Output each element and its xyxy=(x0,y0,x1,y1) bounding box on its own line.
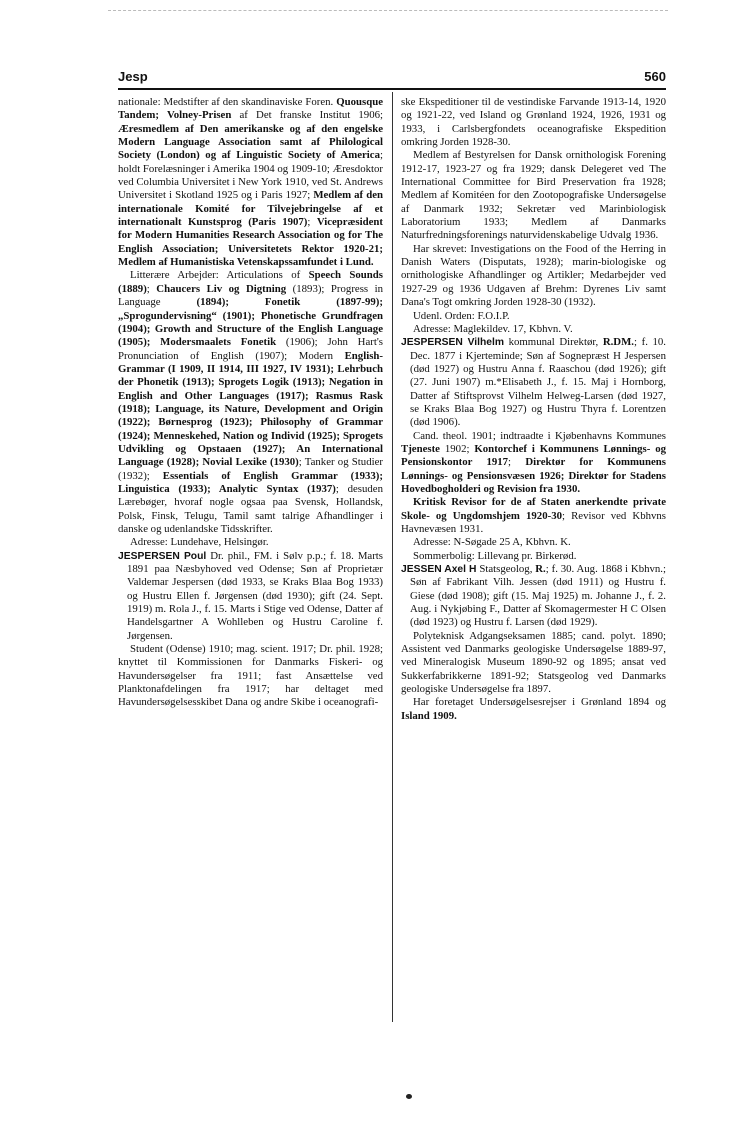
text-run: ; Revisor ved Kbhvns Havnevæsen 1931. xyxy=(401,509,666,535)
bold-text-run: R.DM. xyxy=(602,336,634,349)
bold-text-run: Island 1909. xyxy=(401,709,457,722)
paragraph-writings xyxy=(401,243,666,310)
bold-text-run: (1894); Fonetik (1897-99); „Sprogundervisning“ (1901); Phonetische Grundfragen (1904); Growth and Structure of the English Language (1905); Modersmaalets Fonetik xyxy=(118,296,383,349)
text-run: Har foretaget Undersøgelsesrejser i Grønland 1894 og xyxy=(413,696,666,709)
bold-text-run: Vicepræsident for Modern Humanities Research Association og for The English Association; Universitetets Rektor 1920-21; Medlem af Humanistiska Vetenskapssamfundet i Lund. xyxy=(118,216,383,269)
right-column xyxy=(401,96,666,723)
bold-text-run: Quousque Tandem; Volney-Prisen xyxy=(118,96,383,122)
entry-jessen-axel xyxy=(401,563,666,630)
paragraph-career xyxy=(118,643,383,710)
text-run: ; desuden Lærebøger, hvoraf nogle ogsaa paa Svensk, Hollandsk, Polsk, Finsk, Telugu, Tamil samt talrige Afhandlinger i danske og udenlandske Tidsskrifter. xyxy=(118,482,383,535)
bold-text-run: Medlem af den internationale Komité for Tilvejebringelse af et internationalt Kunstsprog (Paris 1907) xyxy=(118,189,383,229)
text-run: ; f. 30. Aug. 1868 i Kbhvn.; Søn af Fabrikant Vilh. Jessen (død 1911) og Hustru f. Giese (død 1908); gift (15. Maj 1925) m. Johanne J., f. 2. Aug. i Nykjøbing F., Datter af Skomagermester H C Olsen (død 1923) og Hustru f. Larsen (død 1929). xyxy=(410,563,666,629)
entry-name: JESSEN Axel H xyxy=(401,564,477,576)
text-run: (1906); John Hart's Pronunciation of English (1907); Modern xyxy=(118,336,383,362)
page-number: 560 xyxy=(644,69,666,84)
paragraph-honours xyxy=(118,96,383,269)
paragraph-literary-works xyxy=(118,269,383,536)
entry-jespersen-vilhelm xyxy=(401,336,666,429)
text-run: nationale: Medstifter af den skandinaviske Foren. xyxy=(118,96,337,108)
text-run: ; f. 10. Dec. 1877 i Kjerteminde; Søn af Sognepræst H Jespersen (død 1927) og Hustru Anna f. Raaschou (død 1926); gift (27. Juni 1907) m.*Elisabeth J., f. 15. Maj i Hornborg, Datter af Stiftsprovst Vilhelm Helweg-Larsen (død 1927, se Kraks Blaa Bog 1927) og Hustru Thyra f. Lorentzen (død 1906). xyxy=(410,336,666,429)
left-column xyxy=(118,96,383,710)
text-run: ; holdt Forelæsninger i Amerika 1904 og 1909-10; Æresdoktor ved Columbia Universitet i New York 1910, ved St. Andrews Universitet i Skotland 1925 og i Paris 1927; xyxy=(118,149,383,202)
text-run: Polyteknisk Adgangseksamen 1885; cand. polyt. 1890; Assistent ved Danmarks geologiske Undersøgelse 1889-97, ved Mineralogisk Museum 1890-92 og 1895; ansat ved Sukkerfabrikkerne 1891-92; Statsgeolog ved Danmarks geologiske Undersøgelse fra 1897. xyxy=(401,629,666,696)
header-rule xyxy=(118,88,666,90)
bold-text-run: R. xyxy=(535,563,546,576)
paragraph-address: Adresse: Maglekildev. 17, Kbhvn. V. xyxy=(413,322,573,335)
paragraph-address: Adresse: Lundehave, Helsingør. xyxy=(130,536,269,549)
top-edge-dashes xyxy=(108,10,668,11)
text-run: Cand. theol. 1901; indtraadte i Kjøbenhavns Kommunes xyxy=(413,429,666,442)
text-run: Sekretær ved Marinbiologisk Laboratorium 1933; Medlem af Danmarks Naturfredningsforenings naturvidenskabelige Udvalg 1936. xyxy=(401,202,666,242)
bold-text-run: Kritisk Revisor for de af Staten anerkendte private Skole- og Ungdomshjem 1920-30 xyxy=(401,496,666,522)
page-header xyxy=(118,69,666,87)
text-run: (1893); Progress in Language xyxy=(118,282,384,309)
text-run: ske Ekspeditioner til de vestindiske Farvande 1913-14, 1920 og 1921-22, ved Island og Grønland 1924, 1926, 1931 og 1933, i Carlsbergfondets oceanografiske Ekspedition omkring Jorden 1928-30. xyxy=(401,96,666,149)
entry-jespersen-poul xyxy=(118,550,383,643)
text-run: ; xyxy=(146,282,157,295)
ink-dot xyxy=(406,1094,412,1099)
bold-text-run: Æresmedlem af Den amerikanske og af den engelske Modern Language Association samt af Philological Society (London) og af Linguistic Society of America xyxy=(118,122,383,162)
paragraph-address: Adresse: N-Søgade 25 A, Kbhvn. K. xyxy=(413,536,571,549)
running-head: Jesp xyxy=(118,69,148,84)
text-run: Dr. phil., FM. i Sølv p.p.; f. 18. Marts 1891 paa Næsbyhoved ved Odense; Søn af Proprietær Valdemar Jespersen (død 1933, se Kraks Blaa Bog 1933) og Hustru Ellen f. Jørgensen (død 1930); gift (24. Sept. 1919) m. Rola J., f. 15. Marts i Stige ved Odense, Datter af Handelsgartner A Wohlleben og Hustru Caroline f. Jørgensen. xyxy=(127,549,384,642)
bold-text-run: Kontorchef i Kommunens Lønnings- og Pensionskontor 1917 xyxy=(401,442,666,469)
bold-text-run: Direktør for Kommunens Lønnings- og Pensionsvæsen 1926; Direktør for Stadens Hovedbogholderi og Revision fra 1930. xyxy=(401,456,666,495)
text-run: Litterære Arbejder: Articulations of xyxy=(130,269,309,282)
paragraph-memberships xyxy=(401,149,666,242)
bold-text-run: Tjeneste xyxy=(401,442,440,455)
entry-name: JESPERSEN Poul xyxy=(118,550,207,562)
text-run: ; xyxy=(508,456,526,469)
bold-text-run: Essentials of English Grammar (1933); Linguistica (1933); Analytic Syntax (1937) xyxy=(118,469,384,495)
bold-text-run: Chaucers Liv og Digtning xyxy=(156,282,287,295)
paragraph-travels xyxy=(401,696,666,723)
paragraph-summer-residence: Sommerbolig: Lillevang pr. Birkerød. xyxy=(413,549,577,562)
text-run: ; xyxy=(307,216,317,229)
paragraph-career xyxy=(401,430,666,497)
entry-text xyxy=(127,550,383,642)
paragraph-revisor xyxy=(401,496,666,536)
text-run: kommunal Direktør, xyxy=(504,336,603,349)
paragraph-education xyxy=(401,630,666,697)
paragraph-expeditions xyxy=(401,96,666,149)
bold-text-run: English-Grammar (I 1909, II 1914, III 1927, IV 1931); Lehrbuch der Phonetik (1913); Sprogets Logik (1913); Negation in English and Other Languages (1917); Rasmus Rask (1918); Language, its Nature, Development and Origin (1922); Børnesprog (1923); Philosophy of Grammar (1924); Menneskehed, Nation og Individ (1925); Sprogets Udvikling og Opstaaen (1927); An International Language (1928); Novial Lexike (1930) xyxy=(118,349,383,469)
paragraph-orders: Udenl. Orden: F.O.I.P. xyxy=(413,309,510,322)
column-divider xyxy=(392,92,393,1022)
text-run: 1902; xyxy=(439,442,475,455)
text-run: af Det franske Institut 1906; xyxy=(231,109,384,122)
text-run: Har skrevet: Investigations on the Food of the Herring in Danish Waters (Disputats, 1928); marin-biologiske og ornithologiske Afhandlinger og Artikler; Medarbejder ved 1927-29 og 1936 Udgaven af Brehm: Dyrenes Liv samt Dana's Togt omkring Jorden 1928-30 (1932). xyxy=(401,242,666,309)
text-run: Student (Odense) 1910; mag. scient. 1917; Dr. phil. 1928; knyttet til Kommissionen for Danmarks Fiskeri- og Havundersøgelser fra 1911; fast Ansættelse ved Planktonafdelingen fra 1917; har deltaget med Havundersøgelsesskibet Dana og andre Skibe i oceanografi- xyxy=(118,643,383,709)
bold-text-run: Speech Sounds (1889) xyxy=(118,269,383,295)
text-run: Medlem af Bestyrelsen for Dansk ornithologisk Forening 1912-17, 1923-27 og fra 1929; dansk Delegeret ved The International Committee for Bird Preservation fra 1928; Medlem af Komitéen for den Zootopografiske Undersøgelse af Danmark 1932; xyxy=(401,149,666,215)
text-run: Statsgeolog, xyxy=(476,563,536,576)
entry-name: JESPERSEN Vilhelm xyxy=(401,337,504,349)
text-run: ; Tanker og Studier (1932); xyxy=(118,456,383,482)
entry-text xyxy=(410,336,666,428)
